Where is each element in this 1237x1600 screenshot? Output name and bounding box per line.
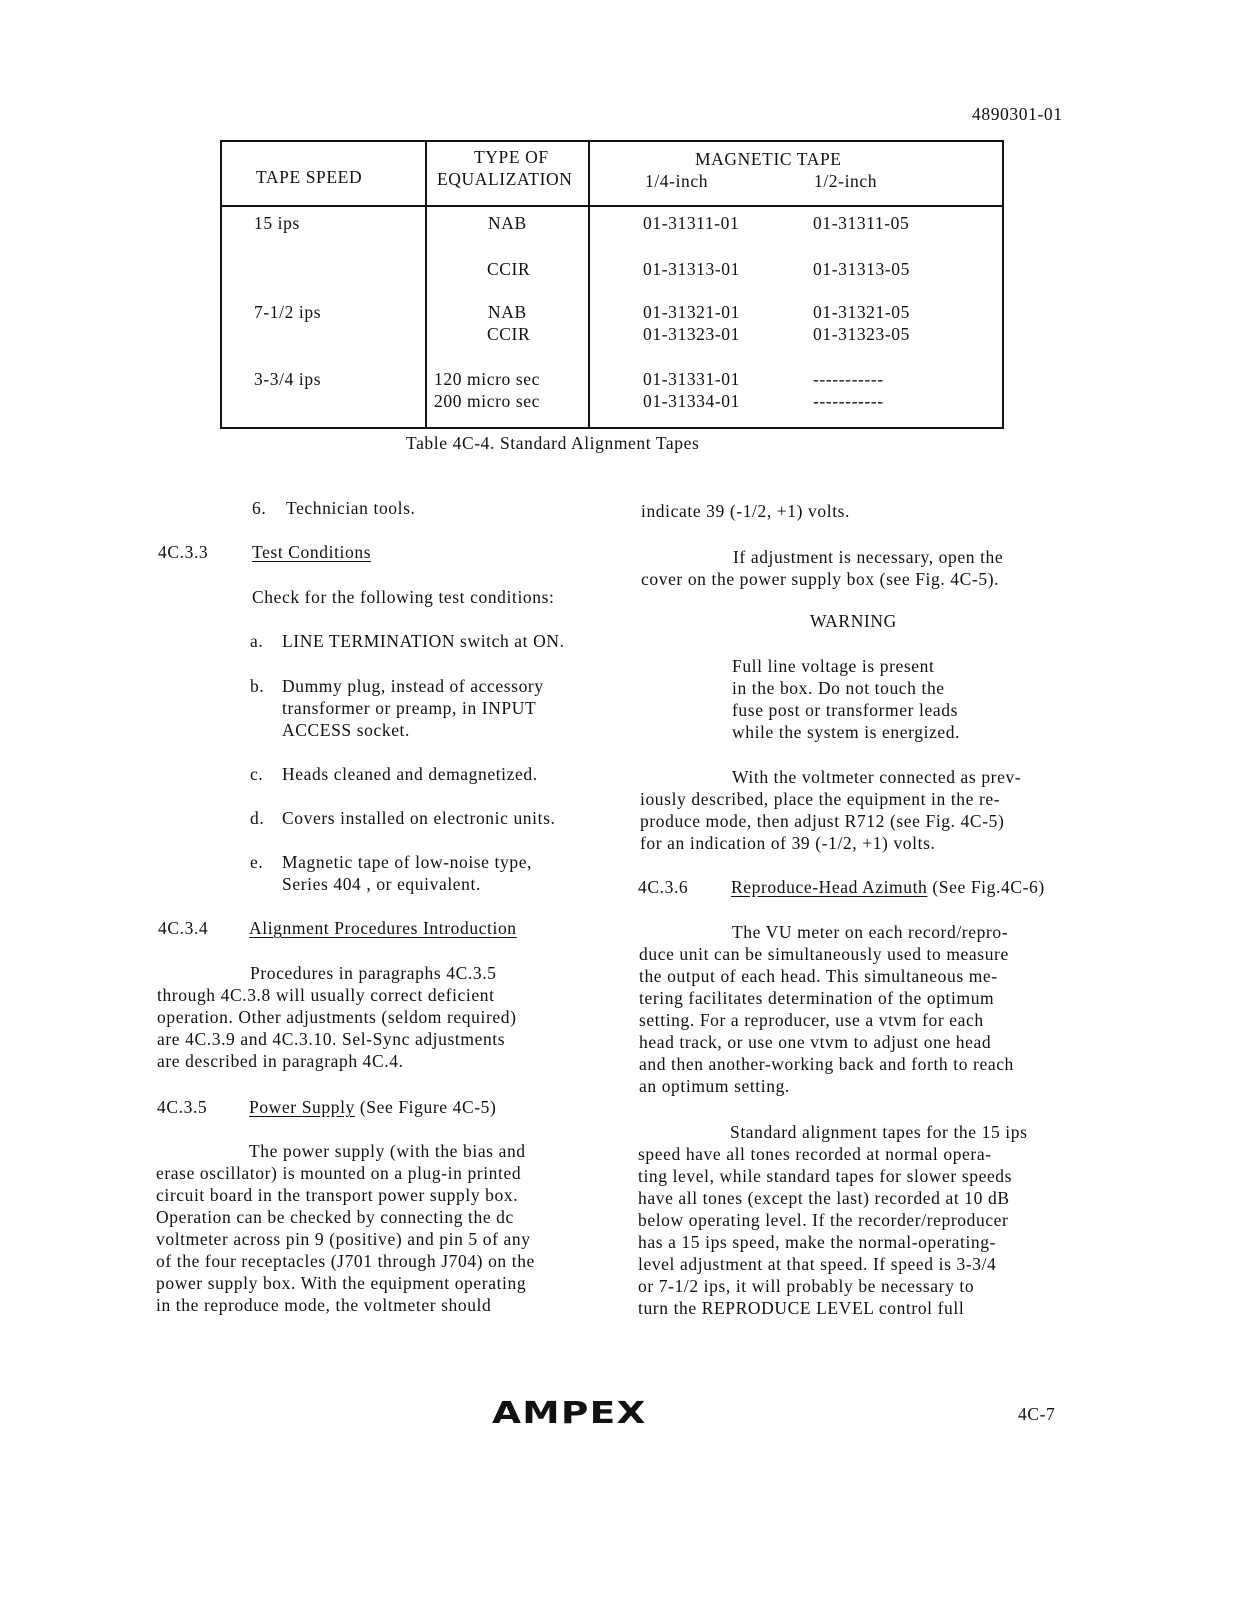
- item-text: [282, 630, 565, 652]
- text-line: Heads cleaned and demagnetized.: [282, 764, 538, 784]
- document-number: 4890301-01: [972, 104, 1063, 124]
- col-header-quarter: 1/4-inch: [645, 171, 709, 191]
- half-inch-cell: 01-31323-05: [813, 324, 911, 344]
- paragraph: [156, 1140, 535, 1316]
- section-number: 4C.3.3: [158, 542, 209, 562]
- tape-speed-cell: 7-1/2 ips: [254, 302, 322, 322]
- section-ref: (See Fig.4C-6): [927, 877, 1045, 897]
- item-text: [282, 807, 555, 829]
- text-line: and then another-working back and forth to reach: [639, 1054, 1014, 1074]
- text-line: transformer or preamp, in INPUT: [282, 698, 537, 718]
- text-line: circuit board in the transport power supply box.: [156, 1185, 519, 1205]
- equalization-cell: NAB: [488, 302, 527, 322]
- equalization-cell: NAB: [488, 213, 527, 233]
- paragraph: [157, 962, 517, 1072]
- text-line: cover on the power supply box (see Fig. 4C-5).: [641, 569, 1000, 589]
- item-letter: d.: [250, 808, 265, 828]
- page-number: 4C-7: [1018, 1404, 1056, 1424]
- section-heading: [731, 876, 1045, 898]
- paragraph: [640, 766, 1021, 854]
- text-line: ACCESS socket.: [282, 720, 410, 740]
- quarter-inch-cell: 01-31321-01: [643, 302, 741, 322]
- text-line: Series 404 , or equivalent.: [282, 874, 481, 894]
- col-header-half: 1/2-inch: [814, 171, 878, 191]
- col-header-eq-2: EQUALIZATION: [437, 169, 573, 189]
- text-line: If adjustment is necessary, open the: [733, 547, 1004, 567]
- section-number: 4C.3.5: [157, 1097, 208, 1117]
- text-line: Operation can be checked by connecting the dc: [156, 1207, 514, 1227]
- quarter-inch-cell: 01-31323-01: [643, 324, 741, 344]
- text-line: are 4C.3.9 and 4C.3.10. Sel-Sync adjustments: [157, 1029, 506, 1049]
- section-ref: (See Figure 4C-5): [354, 1097, 497, 1117]
- text-line: level adjustment at that speed. If speed is 3-3/4: [638, 1254, 997, 1274]
- text-line: fuse post or transformer leads: [732, 700, 958, 720]
- col-header-tape: MAGNETIC TAPE: [695, 149, 842, 169]
- equalization-cell: 120 micro sec: [434, 369, 540, 389]
- text-line: for an indication of 39 (-1/2, +1) volts.: [640, 833, 936, 853]
- text-line: setting. For a reproducer, use a vtvm for each: [639, 1010, 984, 1030]
- half-inch-cell: -----------: [813, 369, 884, 389]
- col-header-speed: TAPE SPEED: [256, 167, 363, 187]
- text-line: produce mode, then adjust R712 (see Fig. 4C-5): [640, 811, 1005, 831]
- text-line: speed have all tones recorded at normal opera-: [638, 1144, 992, 1164]
- half-inch-cell: -----------: [813, 391, 884, 411]
- section-number: 4C.3.6: [638, 877, 689, 897]
- warning-title: WARNING: [810, 611, 897, 631]
- text-line: Standard alignment tapes for the 15 ips: [730, 1122, 1028, 1142]
- quarter-inch-cell: 01-31311-01: [643, 213, 740, 233]
- text-line: of the four receptacles (J701 through J704) on the: [156, 1251, 535, 1271]
- alignment-tapes-table: [220, 140, 1004, 429]
- paragraph: [639, 921, 1014, 1097]
- item-letter: e.: [250, 852, 264, 872]
- paragraph: [638, 1121, 1028, 1319]
- quarter-inch-cell: 01-31334-01: [643, 391, 741, 411]
- text-line: LINE TERMINATION switch at ON.: [282, 631, 565, 651]
- text-line: have all tones (except the last) recorded at 10 dB: [638, 1188, 1010, 1208]
- item-6-number: 6.: [252, 498, 267, 518]
- text-line: iously described, place the equipment in the re-: [640, 789, 1001, 809]
- text-line: in the box. Do not touch the: [732, 678, 945, 698]
- text-line: voltmeter across pin 9 (positive) and pin 5 of any: [156, 1229, 531, 1249]
- tape-speed-cell: 15 ips: [254, 213, 300, 233]
- quarter-inch-cell: 01-31331-01: [643, 369, 741, 389]
- item-6-text: Technician tools.: [286, 498, 416, 518]
- text-line: tering facilitates determination of the optimum: [639, 988, 995, 1008]
- item-text: [282, 851, 532, 895]
- text-line: Full line voltage is present: [732, 656, 935, 676]
- text-line: ting level, while standard tapes for slower speeds: [638, 1166, 1013, 1186]
- text-line: With the voltmeter connected as prev-: [732, 767, 1022, 787]
- text-line: the output of each head. This simultaneous me-: [639, 966, 998, 986]
- section-number: 4C.3.4: [158, 918, 209, 938]
- item-letter: b.: [250, 676, 265, 696]
- paragraph-continuation: indicate 39 (-1/2, +1) volts.: [641, 501, 851, 521]
- tape-speed-cell: 3-3/4 ips: [254, 369, 322, 389]
- item-letter: c.: [250, 764, 264, 784]
- text-line: has a 15 ips speed, make the normal-operating-: [638, 1232, 997, 1252]
- text-line: or 7-1/2 ips, it will probably be necessary to: [638, 1276, 975, 1296]
- table-caption: Table 4C-4. Standard Alignment Tapes: [406, 433, 700, 453]
- item-text: [282, 675, 544, 741]
- text-line: through 4C.3.8 will usually correct deficient: [157, 985, 495, 1005]
- text-line: Dummy plug, instead of accessory: [282, 676, 544, 696]
- text-line: power supply box. With the equipment operating: [156, 1273, 527, 1293]
- item-letter: a.: [250, 631, 264, 651]
- text-line: while the system is energized.: [732, 722, 961, 742]
- text-line: Covers installed on electronic units.: [282, 808, 556, 828]
- check-intro: Check for the following test conditions:: [252, 587, 555, 607]
- half-inch-cell: 01-31311-05: [813, 213, 910, 233]
- equalization-cell: CCIR: [487, 324, 531, 344]
- half-inch-cell: 01-31313-05: [813, 259, 911, 279]
- quarter-inch-cell: 01-31313-01: [643, 259, 741, 279]
- text-line: operation. Other adjustments (seldom required): [157, 1007, 517, 1027]
- text-line: below operating level. If the recorder/reproducer: [638, 1210, 1009, 1230]
- text-line: in the reproduce mode, the voltmeter should: [156, 1295, 492, 1315]
- section-title: Power Supply: [249, 1097, 355, 1117]
- ampex-logo: AMPEX: [492, 1396, 647, 1431]
- text-line: duce unit can be simultaneously used to measure: [639, 944, 1009, 964]
- text-line: Magnetic tape of low-noise type,: [282, 852, 533, 872]
- warning-text: [732, 655, 960, 743]
- paragraph: [641, 546, 1003, 590]
- text-line: an optimum setting.: [639, 1076, 790, 1096]
- text-line: The VU meter on each record/repro-: [732, 922, 1009, 942]
- half-inch-cell: 01-31321-05: [813, 302, 911, 322]
- text-line: head track, or use one vtvm to adjust one head: [639, 1032, 992, 1052]
- item-text: [282, 763, 538, 785]
- equalization-cell: 200 micro sec: [434, 391, 540, 411]
- section-title: Reproduce-Head Azimuth: [731, 877, 928, 897]
- section-heading: [249, 1096, 496, 1118]
- text-line: are described in paragraph 4C.4.: [157, 1051, 404, 1071]
- col-header-eq-1: TYPE OF: [474, 147, 549, 167]
- section-title: Test Conditions: [252, 542, 372, 562]
- text-line: Procedures in paragraphs 4C.3.5: [250, 963, 497, 983]
- text-line: turn the REPRODUCE LEVEL control full: [638, 1298, 965, 1318]
- equalization-cell: CCIR: [487, 259, 531, 279]
- text-line: erase oscillator) is mounted on a plug-in printed: [156, 1163, 522, 1183]
- text-line: The power supply (with the bias and: [249, 1141, 526, 1161]
- section-title: Alignment Procedures Introduction: [249, 918, 517, 938]
